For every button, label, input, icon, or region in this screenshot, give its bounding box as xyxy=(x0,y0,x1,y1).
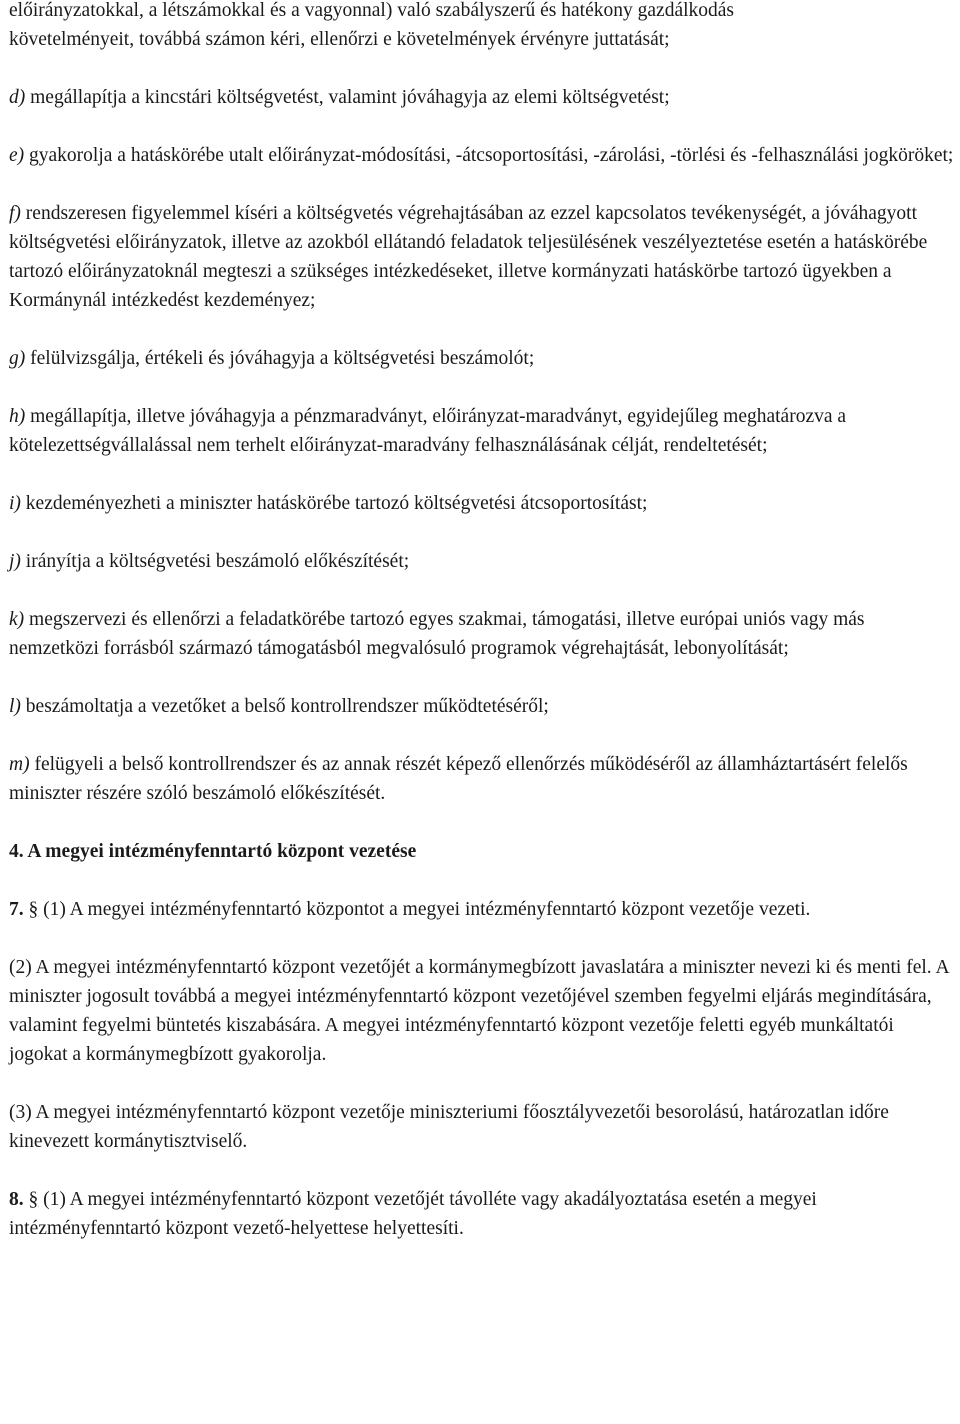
intro-line-2: követelményeit, továbbá számon kéri, ellenőrzi e követelmények érvényre juttatását; xyxy=(9,29,670,50)
intro-line-1: előirányzatokkal, a létszámokkal és a vagyonnal) való szabályszerű és hatékony gazdálkodás xyxy=(9,0,735,21)
item-letter: k) xyxy=(9,609,25,630)
list-item-d xyxy=(9,83,954,112)
item-letter: e) xyxy=(9,145,25,166)
intro-paragraph xyxy=(9,0,954,54)
list-item-g xyxy=(9,344,954,373)
item-text: felügyeli a belső kontrollrendszer és az annak részét képező ellenőrzés működéséről az államháztartásért felelős miniszter részére szóló beszámoló előkészítését. xyxy=(9,754,908,804)
item-letter: i) xyxy=(9,493,21,514)
list-item-l xyxy=(9,692,954,721)
section-number: 7. xyxy=(9,899,24,920)
item-letter: m) xyxy=(9,754,30,775)
list-item-j xyxy=(9,547,954,576)
section-heading: 4. A megyei intézményfenntartó központ vezetése xyxy=(9,841,417,862)
item-text: rendszeresen figyelemmel kíséri a költségvetés végrehajtásában az ezzel kapcsolatos tevékenységét, a jóváhagyott költségvetési előirányzatok, illetve az azokból ellátandó feladatok teljesülésének veszélyeztetése esetén a hatáskörébe tartozó előirányzatoknál megteszi a szükséges intézkedéseket, illetve kormányzati hatáskörbe tartozó ügyekben a Kormánynál intézkedést kezdeményez; xyxy=(9,203,928,311)
section-7-paragraph-2: (2) A megyei intézményfenntartó központ vezetőjét a kormánymegbízott javaslatára a miniszter nevezi ki és menti fel. A miniszter jogosult továbbá a megyei intézményfenntartó központ vezetőjével szemben fegyelmi eljárás megindítására, valamint fegyelmi büntetés kiszabására. A megyei intézményfenntartó központ vezetője feletti egyéb munkáltatói jogokat a kormánymegbízott gyakorolja. xyxy=(9,957,949,1065)
item-text: felülvizsgálja, értékeli és jóváhagyja a költségvetési beszámolót; xyxy=(25,348,535,369)
section-text: (1) A megyei intézményfenntartó központot a megyei intézményfenntartó központ vezetője vezeti. xyxy=(38,899,811,920)
section-symbol: § xyxy=(28,1189,39,1210)
item-text: megállapítja a kincstári költségvetést, valamint jóváhagyja az elemi költségvetést; xyxy=(25,87,670,108)
section-7-paragraph-1 xyxy=(9,895,954,924)
section-8-paragraph-1 xyxy=(9,1185,954,1243)
item-letter: g) xyxy=(9,348,26,369)
list-item-m xyxy=(9,750,954,808)
list-item-h xyxy=(9,402,954,460)
list-item-e xyxy=(9,141,954,170)
item-text: beszámoltatja a vezetőket a belső kontrollrendszer működtetéséről; xyxy=(20,696,549,717)
list-item-k xyxy=(9,605,954,663)
document-page xyxy=(9,0,954,1272)
item-letter: h) xyxy=(9,406,26,427)
item-text: gyakorolja a hatáskörébe utalt előirányzat-módosítási, -átcsoportosítási, -zárolási, -törlési és -felhasználási jogköröket; xyxy=(24,145,954,166)
item-text: megállapítja, illetve jóváhagyja a pénzmaradványt, előirányzat-maradványt, egyidejűleg meghatározva a kötelezettségvállalással nem terhelt előirányzat-maradvány felhasználásának célját, rendeltetését; xyxy=(9,406,847,456)
item-text: irányítja a költségvetési beszámoló előkészítését; xyxy=(20,551,410,572)
section-7-paragraph-3: (3) A megyei intézményfenntartó központ vezetője miniszteriumi főosztályvezetői besorolású, határozatlan időre kinevezett kormánytisztviselő. xyxy=(9,1102,889,1152)
list-item-i xyxy=(9,489,954,518)
section-number: 8. xyxy=(9,1189,24,1210)
list-item-f xyxy=(9,199,954,315)
section-symbol: § xyxy=(28,899,39,920)
item-letter: j) xyxy=(9,551,21,572)
item-text: megszervezi és ellenőrzi a feladatkörébe tartozó egyes szakmai, támogatási, illetve európai uniós vagy más nemzetközi forrásból származó támogatásból megvalósuló programok végrehajtását, lebonyolítását; xyxy=(9,609,865,659)
item-text: kezdeményezheti a miniszter hatáskörébe tartozó költségvetési átcsoportosítást; xyxy=(20,493,648,514)
item-letter: d) xyxy=(9,87,26,108)
item-letter: f) xyxy=(9,203,21,224)
item-letter: l) xyxy=(9,696,21,717)
section-text: (1) A megyei intézményfenntartó központ vezetőjét távolléte vagy akadályoztatása esetén a megyei intézményfenntartó központ vezető-helyettese helyettesíti. xyxy=(9,1189,817,1239)
